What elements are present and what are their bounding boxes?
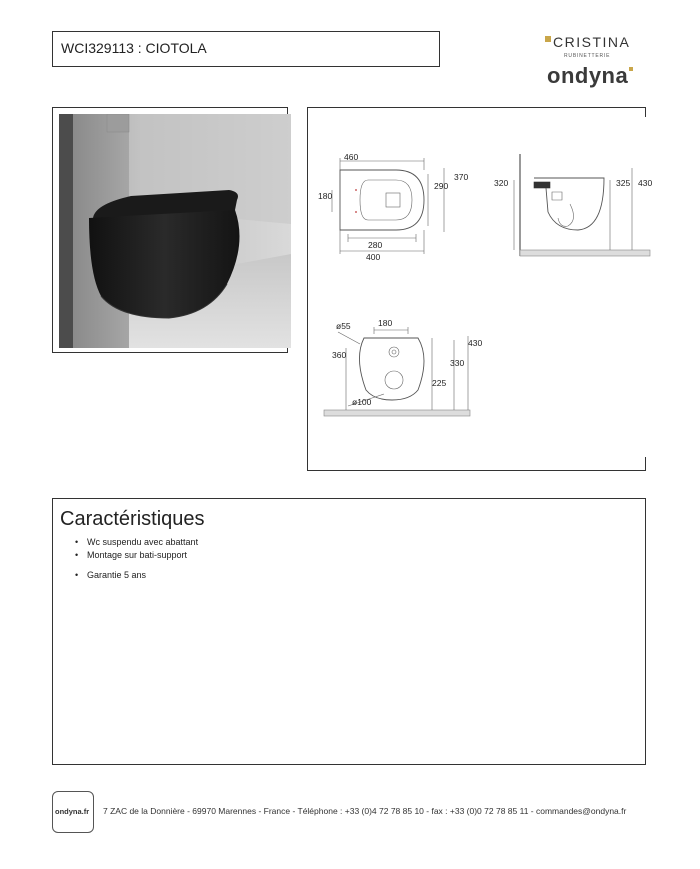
dim-325: 325 <box>616 178 631 188</box>
dim-290: 290 <box>434 181 449 191</box>
dim-360: 360 <box>332 350 347 360</box>
caracteristiques-box <box>52 498 646 765</box>
caracteristiques-title: Caractéristiques <box>60 508 205 530</box>
dim-370: 370 <box>454 172 469 182</box>
list-item: • Garantie 5 ans <box>73 569 198 582</box>
side-view-drawing <box>514 154 653 256</box>
gold-square-icon <box>545 36 551 42</box>
dim-430-side: 430 <box>638 178 653 188</box>
technical-drawings <box>308 108 658 438</box>
dim-400: 400 <box>366 252 381 262</box>
rubinetterie-label: RUBINETTERIE <box>564 53 611 59</box>
product-title: WCI329113 : CIOTOLA <box>61 40 207 56</box>
dim-330: 330 <box>450 358 465 368</box>
gold-dot-icon <box>629 67 633 71</box>
footer-logo: ondyna.fr <box>52 791 94 833</box>
dim-55: ø55 <box>336 321 351 331</box>
list-item: • Montage sur bati-support <box>73 549 198 562</box>
dim-320: 320 <box>494 178 509 188</box>
footer-address: 7 ZAC de la Donnière - 69970 Marennes - France - Téléphone : +33 (0)4 72 78 85 10 - fax : +33 (0)0 72 78 85 11 - commandes@ondyna.fr <box>103 806 627 816</box>
dim-460: 460 <box>344 152 359 162</box>
dim-180-top: 180 <box>318 191 333 201</box>
product-title-box <box>52 31 440 67</box>
caracteristiques-list <box>73 536 198 582</box>
product-photo <box>59 114 291 348</box>
dim-100: ø100 <box>352 397 372 407</box>
cristina-logo: CRISTINA <box>545 34 630 50</box>
dim-280: 280 <box>368 240 383 250</box>
dim-225: 225 <box>432 378 447 388</box>
list-item: • Wc suspendu avec abattant <box>73 536 198 549</box>
dim-430-front: 430 <box>468 338 483 348</box>
top-view-drawing <box>332 158 444 254</box>
ondyna-logo: ondyna <box>547 63 633 89</box>
front-view-drawing <box>324 327 470 416</box>
dim-180-front: 180 <box>378 318 393 328</box>
